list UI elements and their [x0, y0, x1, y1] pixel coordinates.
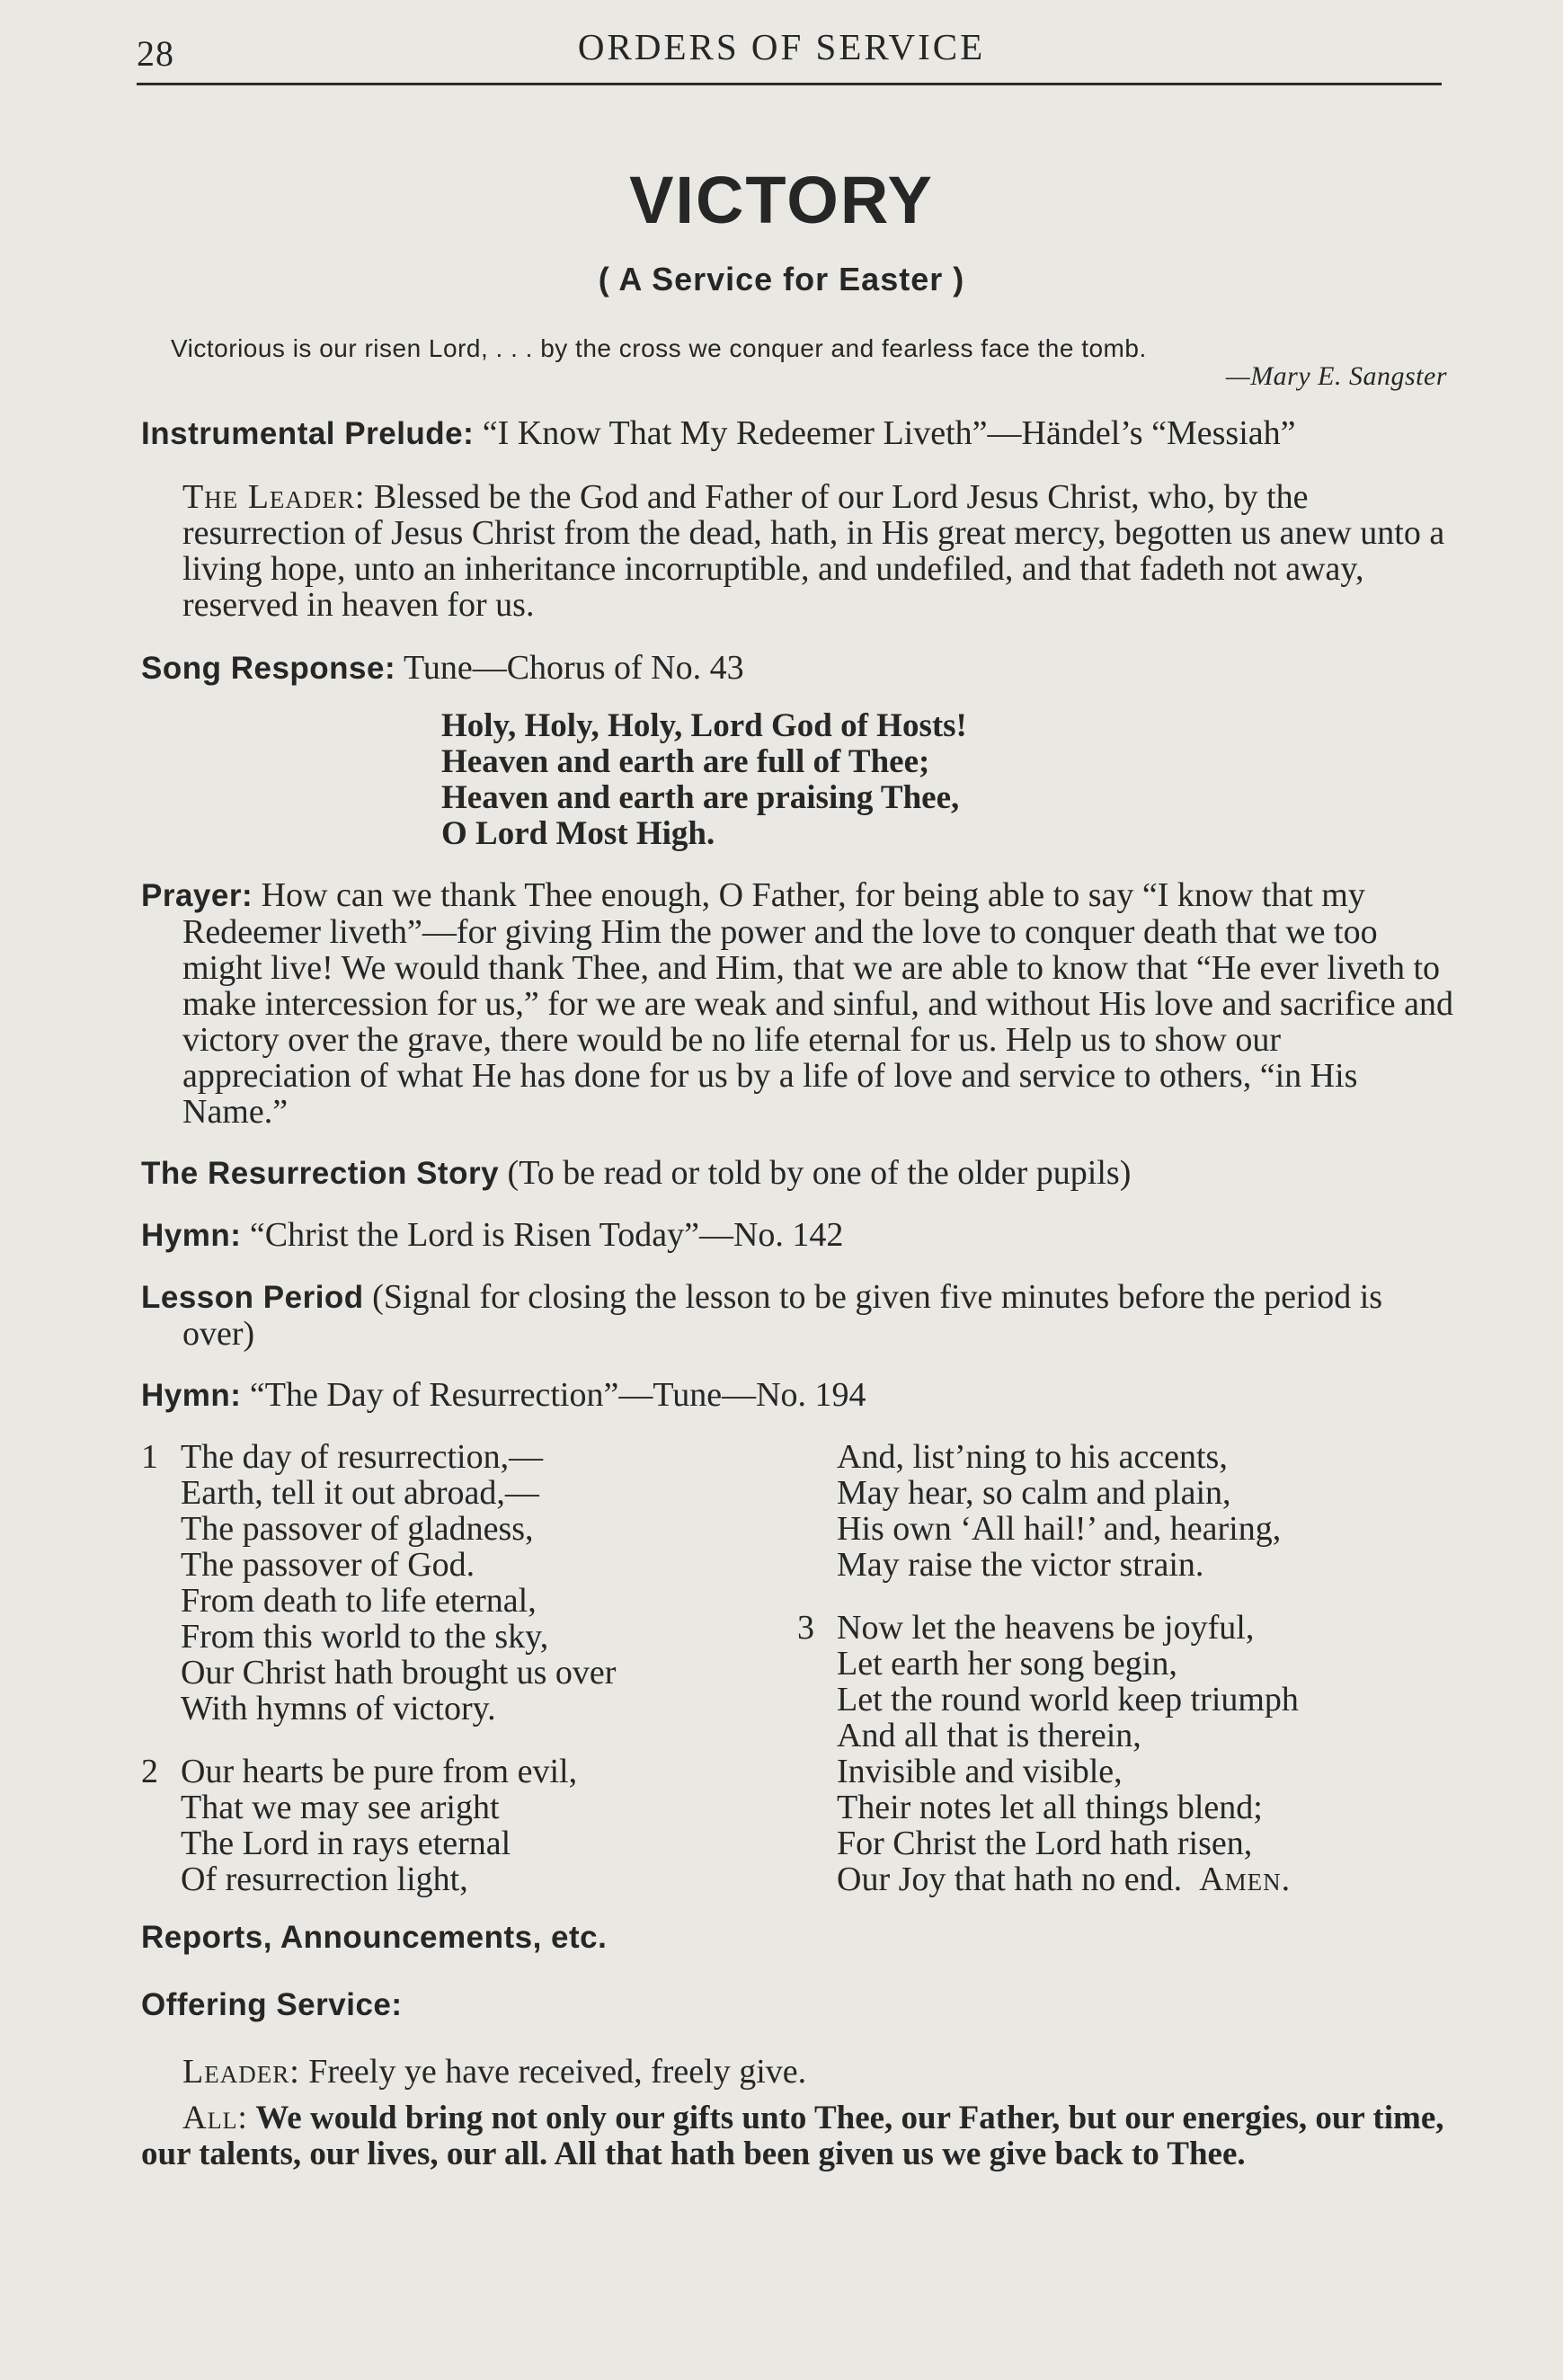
- offering-all-label: All:: [182, 2100, 248, 2136]
- hymn-verse-1: [141, 1439, 797, 1727]
- verse-line: Their notes let all things blend;: [837, 1789, 1263, 1826]
- lyric-line: Heaven and earth are full of Thee;: [441, 743, 930, 780]
- verse-number: [797, 1439, 837, 1583]
- hymn-2-heading: Hymn:: [141, 1378, 242, 1413]
- song-response-heading: Song Response:: [141, 651, 396, 686]
- verse-line: Our hearts be pure from evil,: [181, 1753, 578, 1790]
- hymn-1-heading: Hymn:: [141, 1218, 242, 1253]
- verse-line: Let earth her song begin,: [837, 1645, 1177, 1683]
- epigraph-quote: Victorious is our risen Lord, . . . by the cross we conquer and fearless face the tomb.: [171, 334, 1147, 362]
- offering-all-text: We would bring not only our gifts unto Thee, our Father, but our energies, our time, our talents, our lives, our all. All that hath been given us we give back to Thee.: [141, 2100, 1444, 2172]
- verse-line: The passover of gladness,: [181, 1510, 534, 1548]
- hymn-column-right: [797, 1439, 1444, 1897]
- offering-all-response: [141, 2100, 1453, 2172]
- verse-line: From death to life eternal,: [181, 1582, 537, 1620]
- verse-line: Our Joy that hath no end.: [837, 1860, 1183, 1898]
- leader-text: Blessed be the God and Father of our Lord Jesus Christ, who, by the resurrection of Jesus Christ from the dead, hath, in His great mercy, begotten us anew unto a living hope, unto an inheritance incorruptible, and undefiled, and that fadeth not away, reserved in heaven for us.: [182, 478, 1445, 624]
- verse-lines: [837, 1610, 1299, 1897]
- verse-line: Earth, tell it out abroad,—: [181, 1474, 539, 1512]
- hymn-verse-2: [141, 1754, 797, 1897]
- verse-line: From this world to the sky,: [181, 1618, 549, 1656]
- hymn-verse-2-continued: [797, 1439, 1444, 1583]
- verse-lines: [181, 1754, 577, 1897]
- verse-line: With hymns of victory.: [181, 1690, 496, 1727]
- reports-section: [141, 1919, 1453, 1956]
- offering-leader-label: Leader:: [182, 2053, 300, 2091]
- verse-lines: [181, 1439, 616, 1727]
- lesson-period-text: (Signal for closing the lesson to be given five minutes before the period is over): [182, 1278, 1383, 1353]
- resurrection-story-text: (To be read or told by one of the older pupils): [499, 1154, 1132, 1192]
- verse-line: Let the round world keep triumph: [837, 1681, 1299, 1718]
- resurrection-story-section: [141, 1155, 1453, 1192]
- verse-line: For Christ the Lord hath risen,: [837, 1825, 1253, 1862]
- verse-line: The day of resurrection,—: [181, 1438, 544, 1476]
- order-of-service: [141, 415, 1453, 2172]
- verse-line: And, list’ning to his accents,: [837, 1438, 1228, 1476]
- verse-number: 3: [797, 1609, 814, 1647]
- verse-line: Of resurrection light,: [181, 1860, 468, 1898]
- verse-line: Invisible and visible,: [837, 1753, 1123, 1790]
- offering-leader-text: Freely ye have received, freely give.: [299, 2053, 807, 2091]
- resurrection-story-heading: The Resurrection Story: [141, 1156, 500, 1191]
- hymn-2-section: [141, 1377, 1453, 1414]
- song-response-text: Tune—Chorus of No. 43: [395, 649, 744, 687]
- lyric-line: O Lord Most High.: [441, 815, 715, 852]
- hymn-2-text: “The Day of Resurrection”—Tune—No. 194: [241, 1376, 866, 1414]
- prayer-section: [141, 877, 1453, 1130]
- reports-heading: Reports, Announcements, etc.: [141, 1920, 608, 1955]
- verse-line: May raise the victor strain.: [837, 1546, 1204, 1584]
- verse-lines: [837, 1439, 1281, 1583]
- leader-section: [141, 479, 1453, 623]
- running-head: ORDERS OF SERVICE: [577, 26, 986, 67]
- header-rule: [137, 83, 1442, 85]
- song-response-section: [141, 650, 1453, 687]
- offering-heading: Offering Service:: [141, 1987, 403, 2022]
- page-number: 28: [137, 33, 174, 74]
- prelude-text: “I Know That My Redeemer Liveth”—Händel’s “Messiah”: [474, 414, 1296, 452]
- verse-line: Our Christ hath brought us over: [181, 1654, 617, 1692]
- verse-number: 1: [141, 1438, 158, 1476]
- epigraph: [171, 334, 1447, 392]
- verse-line: And all that is therein,: [837, 1717, 1141, 1754]
- hymn-column-left: [141, 1439, 797, 1897]
- lyric-line: Heaven and earth are praising Thee,: [441, 779, 960, 816]
- hymn-verse-3: [797, 1610, 1444, 1897]
- offering-section: [141, 1986, 1453, 2023]
- verse-line: The passover of God.: [181, 1546, 475, 1584]
- lesson-period-section: [141, 1279, 1453, 1352]
- hymn-1-text: “Christ the Lord is Risen Today”—No. 142: [241, 1216, 844, 1254]
- hymn-2-verses: [141, 1439, 1453, 1897]
- verse-number: 2: [141, 1753, 158, 1790]
- verse-line: The Lord in rays eternal: [181, 1825, 511, 1862]
- epigraph-attribution: —Mary E. Sangster: [1226, 361, 1447, 391]
- lyric-line: Holy, Holy, Holy, Lord God of Hosts!: [441, 707, 967, 744]
- verse-line: His own ‘All hail!’ and, hearing,: [837, 1510, 1282, 1548]
- verse-line: That we may see aright: [181, 1789, 500, 1826]
- lesson-period-heading: Lesson Period: [141, 1280, 364, 1315]
- service-subtitle: ( A Service for Easter ): [598, 261, 965, 298]
- prelude-section: [141, 415, 1453, 452]
- verse-final-line: [837, 1861, 1299, 1897]
- leader-label: The Leader:: [182, 478, 366, 516]
- prelude-heading: Instrumental Prelude:: [141, 416, 475, 451]
- hymn-1-section: [141, 1217, 1453, 1254]
- amen: Amen.: [1199, 1860, 1292, 1898]
- verse-line: May hear, so calm and plain,: [837, 1474, 1231, 1512]
- prayer-heading: Prayer:: [141, 878, 253, 913]
- service-title: VICTORY: [629, 163, 934, 237]
- verse-line: Now let the heavens be joyful,: [837, 1609, 1255, 1647]
- song-response-lyrics: [441, 708, 1453, 852]
- prayer-text: How can we thank Thee enough, O Father, for being able to say “I know that my Redeemer liveth”—for giving Him the power and the love to conquer death that we too might live! We would thank Thee, and Him, that we are able to know that “He ever liveth to make intercession for us,” for we are weak and sinful, and without His love and sacrifice and victory over the grave, there would be no life eternal for us. Help us to show our appreciation of what He has done for us by a life of love and service to others, “in His Name.”: [182, 876, 1453, 1131]
- offering-leader-line: [182, 2054, 1453, 2090]
